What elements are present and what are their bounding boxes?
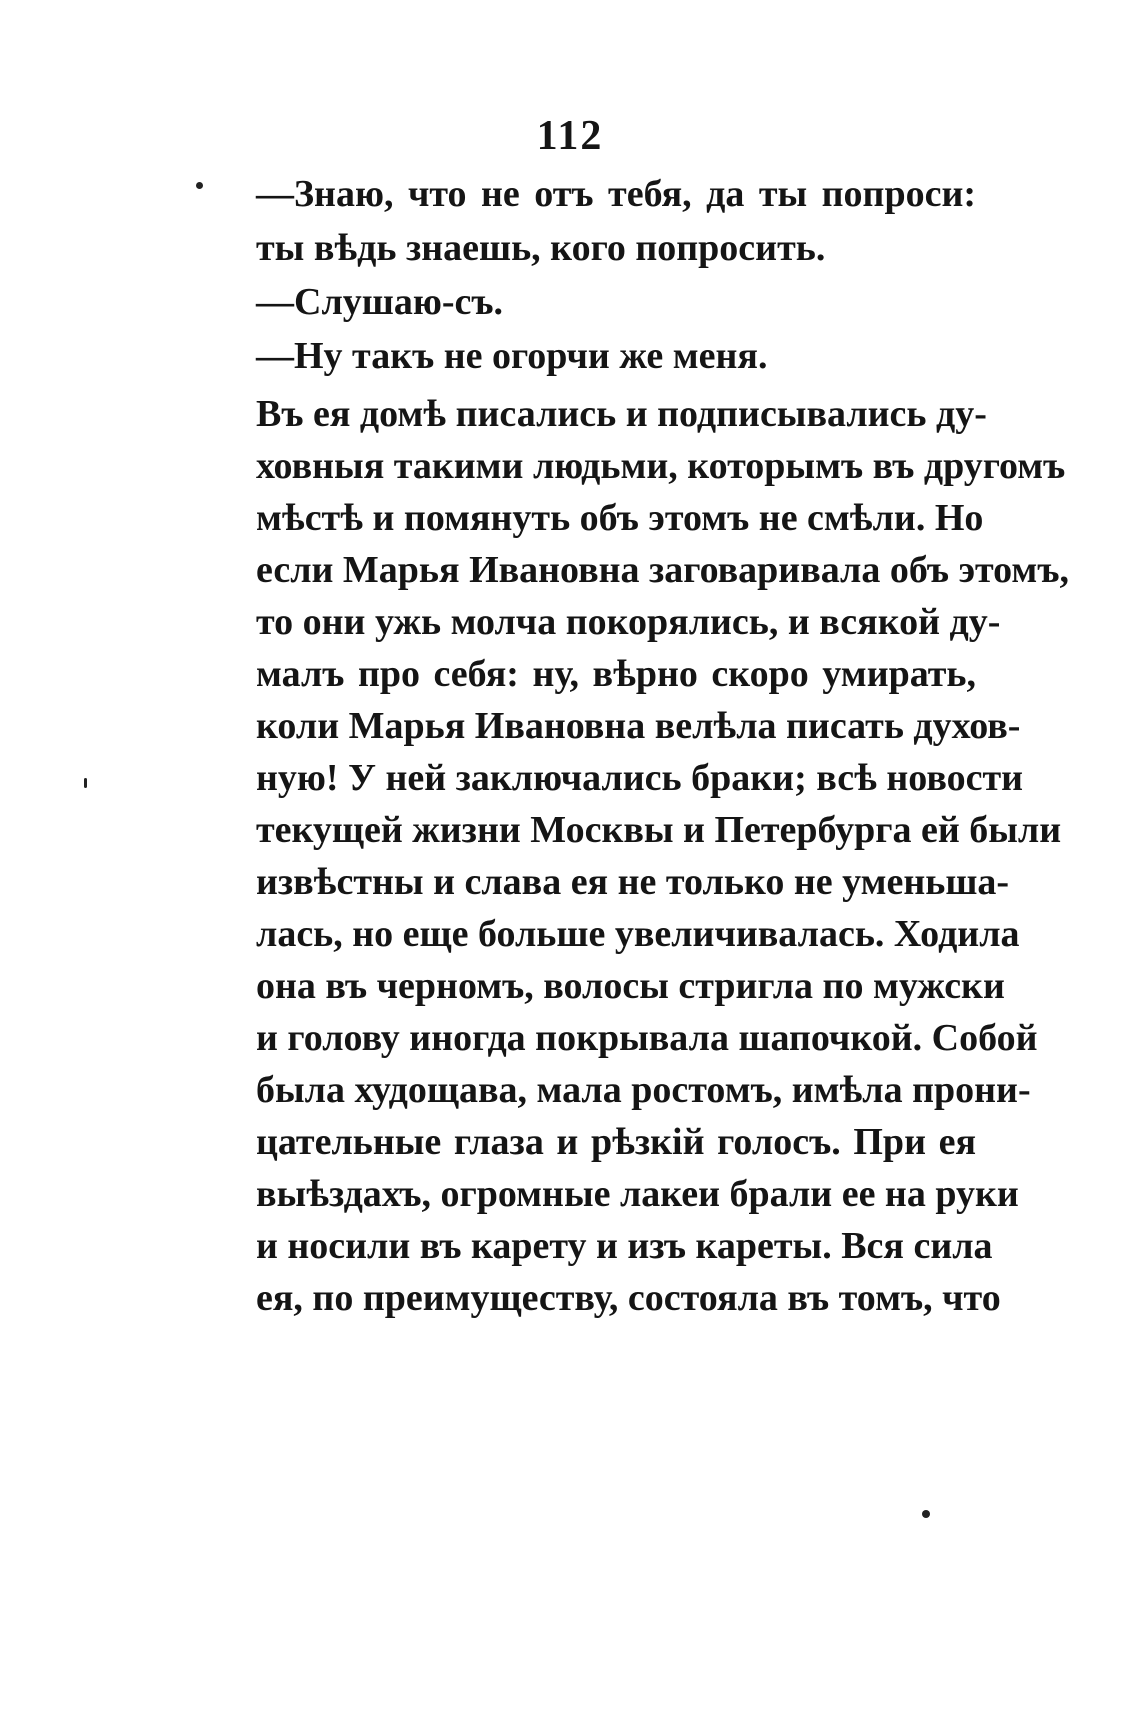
text-line: то они ужь молча покорялись, и всякой ду-	[256, 601, 1001, 643]
text-line: и носили въ карету и изъ кареты. Вся сила	[256, 1225, 993, 1267]
ink-speck	[922, 1510, 930, 1518]
text-line: —Знаю, что не отъ тебя, да ты попроси:	[256, 173, 976, 215]
text-line: выѣздахъ, огромные лакеи брали ее на руки	[256, 1173, 1019, 1215]
text-line: была худощава, мала ростомъ, имѣла прони-	[256, 1069, 1031, 1111]
text-line: —Ну такъ не огорчи же меня.	[256, 335, 768, 377]
ink-speck	[196, 182, 203, 189]
text-line: если Марья Ивановна заговаривала объ этомъ,	[256, 549, 1069, 591]
text-line: лась, но еще больше увеличивалась. Ходила	[256, 913, 1020, 955]
text-line: малъ про себя: ну, вѣрно скоро умирать,	[256, 653, 976, 695]
text-line: ную! У ней заключались браки; всѣ новости	[256, 757, 1024, 799]
text-line: коли Марья Ивановна велѣла писать духов-	[256, 705, 1021, 747]
text-line: извѣстны и слава ея не только не уменьша-	[256, 861, 1010, 903]
text-line: ты вѣдь знаешь, кого попросить.	[256, 227, 826, 269]
text-line: она въ черномъ, волосы стригла по мужски	[256, 965, 1005, 1007]
ink-speck	[84, 778, 87, 788]
text-line: ховныя такими людьми, которымъ въ другомъ	[256, 445, 1066, 487]
text-line: и голову иногда покрывала шапочкой. Собой	[256, 1017, 1038, 1059]
text-line: мѣстѣ и помянуть объ этомъ не смѣли. Но	[256, 497, 984, 539]
page-number: 112	[536, 113, 604, 159]
text-line: ея, по преимуществу, состояла въ томъ, что	[256, 1277, 1001, 1319]
text-line: текущей жизни Москвы и Петербурга ей были	[256, 809, 1062, 851]
text-line: —Слушаю-съ.	[256, 281, 504, 323]
text-line: Въ ея домѣ писались и подписывались ду-	[256, 393, 987, 435]
text-line: цательные глаза и рѣзкій голосъ. При ея	[256, 1121, 976, 1163]
